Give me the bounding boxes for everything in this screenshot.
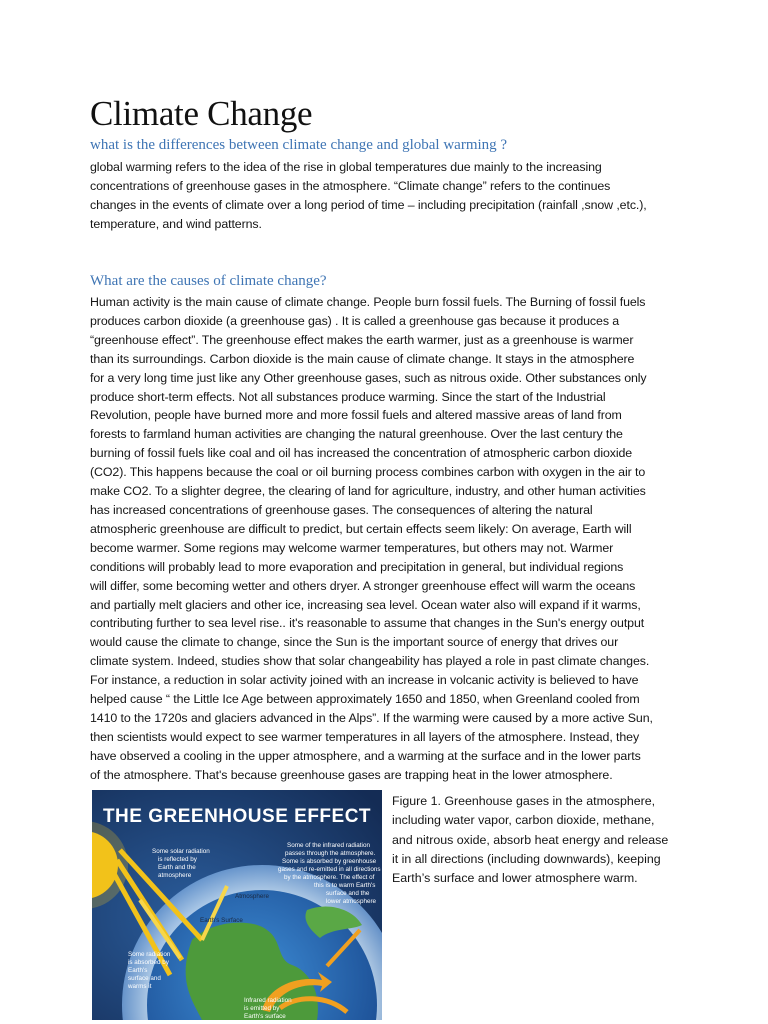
paragraph-line: conditions will probably lead to more evaporation and precipitation in general, but individual regions [90, 559, 624, 574]
label-line: Some radiation [128, 951, 171, 958]
label-line: gases and re-emitted in all directions [278, 866, 381, 873]
label-line: is emitted by [244, 1005, 280, 1012]
paragraph-line: than its surroundings. Carbon dioxide is the main cause of climate change. It stays in the atmosphere [90, 351, 635, 366]
label-line: by the atmosphere. The effect of [284, 874, 375, 881]
page-title: Climate Change [90, 94, 313, 133]
label-line: is absorbed by [128, 959, 169, 966]
caption-line: Earth’s surface and lower atmosphere warm. [392, 871, 638, 886]
label-line: surface and the [326, 890, 370, 897]
paragraph-line: have observed a cooling in the upper atmosphere, and a warming at the surface and in the lower parts [90, 748, 641, 763]
label-line: surface and [128, 975, 161, 982]
paragraph-line: global warming refers to the idea of the rise in global temperatures due mainly to the increasing [90, 160, 602, 174]
label-line: Earth's [128, 967, 148, 974]
label-line: warms it [128, 983, 152, 990]
paragraph-line: burning of fossil fuels like coal and oil has increased the concentration of atmospheric carbon dioxide [90, 446, 633, 461]
label-line: is reflected by [158, 856, 197, 863]
label-line: Some is absorbed by greenhouse [282, 858, 377, 865]
paragraph-line: make CO2. To a slighter degree, the clearing of land for agriculture, industry, and other human activities [90, 484, 646, 499]
label-line: Earth and the [158, 864, 196, 871]
label-line: Some of the infrared radiation [287, 842, 370, 849]
paragraph-line: temperature, and wind patterns. [90, 216, 262, 231]
paragraph-line: of the atmosphere. That's because greenhouse gases are trapping heat in the lower atmosphere. [90, 767, 613, 782]
section-heading-differences: what is the differences between climate change and global warming ? [90, 137, 508, 153]
caption-line: Figure 1. Greenhouse gases in the atmosphere, [392, 794, 656, 808]
paragraph-line: forests to farmland human activities are changing the natural greenhouse. Over the last century the [90, 427, 623, 442]
paragraph-line: contributing further to sea level rise.. it's reasonable to assume that changes in the Sun's energy output [90, 616, 645, 631]
label-line: passes through the atmosphere. [285, 850, 376, 857]
label-line: lower atmosphere [326, 898, 377, 905]
section-paragraph-causes [90, 293, 686, 785]
paragraph-line: concentrations of greenhouse gases in the atmosphere. “Climate change” refers to the continues [90, 178, 611, 193]
paragraph-line: Human activity is the main cause of climate change. People burn fossil fuels. The Burning of fossil fuels [90, 295, 646, 309]
label-line: Some solar radiation [152, 848, 210, 855]
label-atmosphere: Atmosphere [235, 893, 269, 900]
paragraph-line: Revolution, people have burned more and more fossil fuels and altered massive areas of land from [90, 408, 622, 423]
greenhouse-diagram [92, 790, 382, 1020]
paragraph-line: and partially melt glaciers and other ice, increasing sea level. Ocean water also will expand if it warms, [90, 597, 641, 612]
paragraph-line: would cause the climate to change, since the Sun is the important source of energy that drives our [90, 635, 619, 650]
label-line: atmosphere [158, 872, 192, 879]
paragraph-line: become warmer. Some regions may welcome warmer temperatures, but others may not. Warmer [90, 540, 614, 555]
paragraph-line: has increased concentrations of greenhouse gases. The consequences of altering the natural [90, 502, 593, 517]
section-paragraph-differences [90, 158, 686, 234]
paragraph-line: “greenhouse effect”. The greenhouse effect makes the earth warmer, just as a greenhouse is warmer [90, 332, 634, 347]
paragraph-line: then scientists would expect to see warmer temperatures in all layers of the atmosphere. Instead, they [90, 729, 640, 744]
paragraph-line: helped cause “ the Little Ice Age between approximately 1650 and 1850, when Greenland cooled from [90, 692, 640, 707]
paragraph-line: will differ, some becoming wetter and others dryer. A stronger greenhouse effect will warm the oceans [90, 578, 636, 593]
paragraph-line: produce short-term effects. Not all substances produce warming. Since the start of the Industrial [90, 389, 606, 404]
greenhouse-effect-figure [92, 790, 382, 1020]
label-earth-surface: Earth's Surface [200, 917, 243, 924]
paragraph-line: 1410 to the 1720s and glaciers advanced in the Alps”. If the warming were caused by a more active Sun, [90, 710, 653, 725]
paragraph-line: climate system. Indeed, studies show that solar changeability has played a role in past climate changes. [90, 654, 650, 669]
paragraph-line: For instance, a reduction in solar activity joined with an increase in volcanic activity is believed to have [90, 673, 639, 688]
paragraph-line: changes in the events of climate over a long period of time – including precipitation (rainfall ,snow ,etc.), [90, 197, 647, 212]
label-line: Infrared radiation [244, 997, 292, 1004]
paragraph-line: for a very long time just like any Other greenhouse gases, such as nitrous oxide. Other substances only [90, 370, 647, 385]
paragraph-line: produces carbon dioxide (a greenhouse gas) . It is called a greenhouse gas because it produces a [90, 313, 620, 328]
label-line: this is to warm Earth's [314, 882, 376, 889]
caption-line: it in all directions (including downwards), keeping [392, 851, 661, 866]
label-line: Earth's surface [244, 1013, 286, 1020]
paragraph-line: atmospheric greenhouse are difficult to predict, but certain effects seem likely: On average, Earth will [90, 521, 632, 536]
paragraph-line: (CO2). This happens because the coal or oil burning process combines carbon with oxygen in the air to [90, 465, 646, 480]
section-heading-causes: What are the causes of climate change? [90, 273, 327, 289]
caption-line: including water vapor, carbon dioxide, methane, [392, 813, 655, 828]
figure-title: THE GREENHOUSE EFFECT [102, 806, 372, 827]
figure-caption [392, 792, 704, 888]
caption-line: and nitrous oxide, absorb heat energy and release [392, 832, 669, 847]
